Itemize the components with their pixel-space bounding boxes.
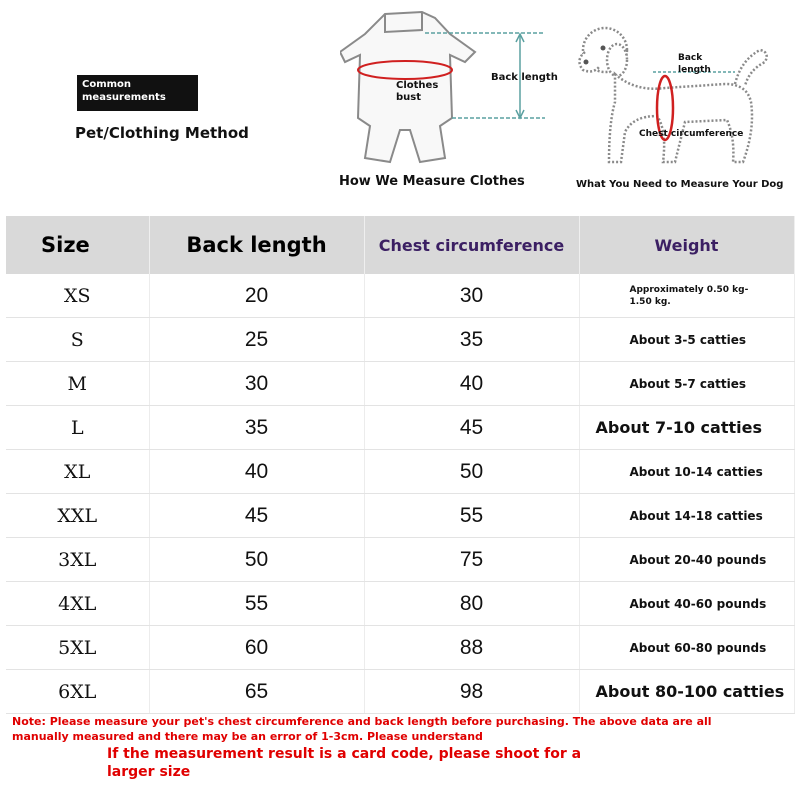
- weight-cell: About 5-7 catties: [579, 362, 794, 406]
- back-length-cell: 35: [149, 406, 364, 450]
- weight-cell: Approximately 0.50 kg- 1.50 kg.: [579, 274, 794, 318]
- back-length-cell: 30: [149, 362, 364, 406]
- table-row: [6, 362, 794, 406]
- table-row: [6, 406, 794, 450]
- size-cell: 5XL: [6, 626, 149, 670]
- back-length-cell: 45: [149, 494, 364, 538]
- common-measurements-label: Common measurements: [77, 75, 198, 111]
- clothes-caption: How We Measure Clothes: [339, 174, 525, 189]
- chest-cell: 80: [364, 582, 579, 626]
- dog-illustration: [575, 12, 775, 177]
- header-weight: Weight: [579, 216, 794, 274]
- size-cell: XXL: [6, 494, 149, 538]
- chest-cell: 30: [364, 274, 579, 318]
- note-secondary-text: If the measurement result is a card code, please shoot for a larger size: [107, 746, 582, 780]
- back-length-cell: 25: [149, 318, 364, 362]
- chest-cell: 40: [364, 362, 579, 406]
- size-cell: M: [6, 362, 149, 406]
- dog-back-length-label: Back length: [678, 53, 711, 75]
- table-row: [6, 670, 794, 714]
- size-cell: XS: [6, 274, 149, 318]
- back-length-cell: 55: [149, 582, 364, 626]
- table-row: [6, 538, 794, 582]
- table-row: [6, 626, 794, 670]
- back-length-cell: 40: [149, 450, 364, 494]
- size-cell: 3XL: [6, 538, 149, 582]
- clothes-back-length-label: Back length: [491, 72, 558, 83]
- header-back-length: Back length: [149, 216, 364, 274]
- chest-cell: 98: [364, 670, 579, 714]
- table-row: [6, 318, 794, 362]
- back-length-cell: 50: [149, 538, 364, 582]
- nose: [584, 60, 589, 65]
- weight-cell: About 3-5 catties: [579, 318, 794, 362]
- chest-cell: 88: [364, 626, 579, 670]
- weight-cell: About 20-40 pounds: [579, 538, 794, 582]
- chest-cell: 75: [364, 538, 579, 582]
- header-size: Size: [6, 216, 149, 274]
- chest-cell: 50: [364, 450, 579, 494]
- back-length-cell: 65: [149, 670, 364, 714]
- table-row: [6, 274, 794, 318]
- size-cell: 4XL: [6, 582, 149, 626]
- size-cell: XL: [6, 450, 149, 494]
- weight-cell: About 60-80 pounds: [579, 626, 794, 670]
- table-row: [6, 494, 794, 538]
- table-header-row: [6, 216, 794, 274]
- weight-cell: About 10-14 catties: [579, 450, 794, 494]
- header-chest-circumference: Chest circumference: [364, 216, 579, 274]
- size-cell: 6XL: [6, 670, 149, 714]
- note-text: Note: Please measure your pet's chest circumference and back length before purchasing. The above data are all manually measured and there may be an error of 1-3cm. Please understand: [12, 715, 712, 743]
- size-cell: S: [6, 318, 149, 362]
- dog-caption: What You Need to Measure Your Dog: [576, 179, 784, 190]
- chest-cell: 55: [364, 494, 579, 538]
- method-title: Pet/Clothing Method: [75, 124, 249, 142]
- weight-cell: About 40-60 pounds: [579, 582, 794, 626]
- size-cell: L: [6, 406, 149, 450]
- size-chart-table: [6, 216, 795, 714]
- clothing-illustration: [340, 0, 555, 175]
- weight-cell: About 7-10 catties: [579, 406, 794, 450]
- chest-cell: 45: [364, 406, 579, 450]
- table-row: [6, 582, 794, 626]
- back-length-cell: 60: [149, 626, 364, 670]
- clothes-bust-label: Clothes bust: [396, 80, 439, 103]
- weight-cell: About 80-100 catties: [579, 670, 794, 714]
- weight-cell: About 14-18 catties: [579, 494, 794, 538]
- chest-cell: 35: [364, 318, 579, 362]
- table-row: [6, 450, 794, 494]
- dog-chest-label: Chest circumference: [639, 129, 744, 139]
- eye: [601, 46, 606, 51]
- back-length-cell: 20: [149, 274, 364, 318]
